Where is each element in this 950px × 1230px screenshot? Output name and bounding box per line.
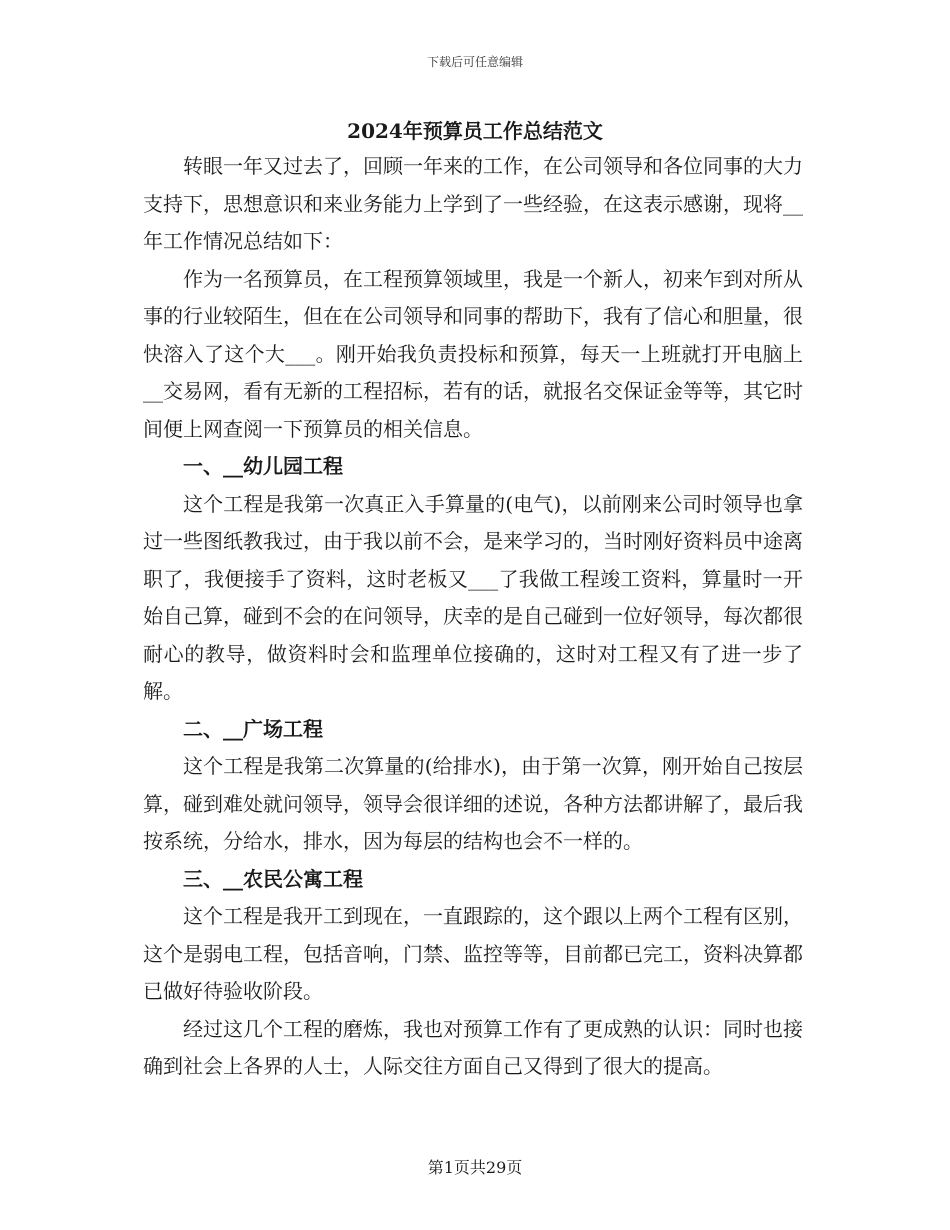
page-footer: 第1页共29页 (427, 1158, 523, 1177)
paragraph: 经过这几个工程的磨炼，我也对预算工作有了更成熟的认识：同时也接确到社会上各界的人士，人际交往方面自己又得到了很大的提高。 (143, 1016, 803, 1078)
document-title: 2024年预算员工作总结范文 (347, 119, 603, 143)
section-heading: 三、__农民公寓工程 (183, 866, 363, 891)
page-header: 下载后可任意编辑 (426, 55, 523, 69)
section-heading: 一、__幼儿园工程 (183, 454, 343, 478)
document-body (143, 148, 803, 1086)
section-heading: 二、__广场工程 (183, 716, 323, 741)
paragraph: 作为一名预算员，在工程预算领域里，我是一个新人，初来乍到对所从事的行业较陌生，但在在公司领导和同事的帮助下，我有了信心和胆量，很快溶入了这个大___。刚开始我负责投标和预算，每天一上班就打开电脑上__交易网，看有无新的工程招标，若有的话，就报名交保证金等等，其它时间便上网查阅一下预算员的相关信息。 (143, 266, 803, 441)
paragraph: 转眼一年又过去了，回顾一年来的工作，在公司领导和各位同事的大力支持下，思想意识和来业务能力上学到了一些经验，在这表示感谢，现将__年工作情况总结如下： (143, 154, 803, 253)
paragraph: 这个工程是我第一次真正入手算量的(电气)，以前刚来公司时领导也拿过一些图纸教我过，由于我以前不会，是来学习的，当时刚好资料员中途离职了，我便接手了资料，这时老板又___了我做工程竣工资料，算量时一开始自己算，碰到不会的在问领导，庆幸的是自己碰到一位好领导，每次都很耐心的教导，做资料时会和监理单位接确的，这时对工程又有了进一步了解。 (143, 491, 803, 703)
paragraph: 这个工程是我第二次算量的(给排水)，由于第一次算，刚开始自己按层算，碰到难处就问领导，领导会很详细的述说，各种方法都讲解了，最后我按系统，分给水，排水，因为每层的结构也会不一样的。 (143, 754, 803, 853)
paragraph: 这个工程是我开工到现在，一直跟踪的，这个跟以上两个工程有区别，这个是弱电工程，包括音响，门禁、监控等等，目前都已完工，资料决算都已做好待验收阶段。 (143, 904, 803, 1003)
